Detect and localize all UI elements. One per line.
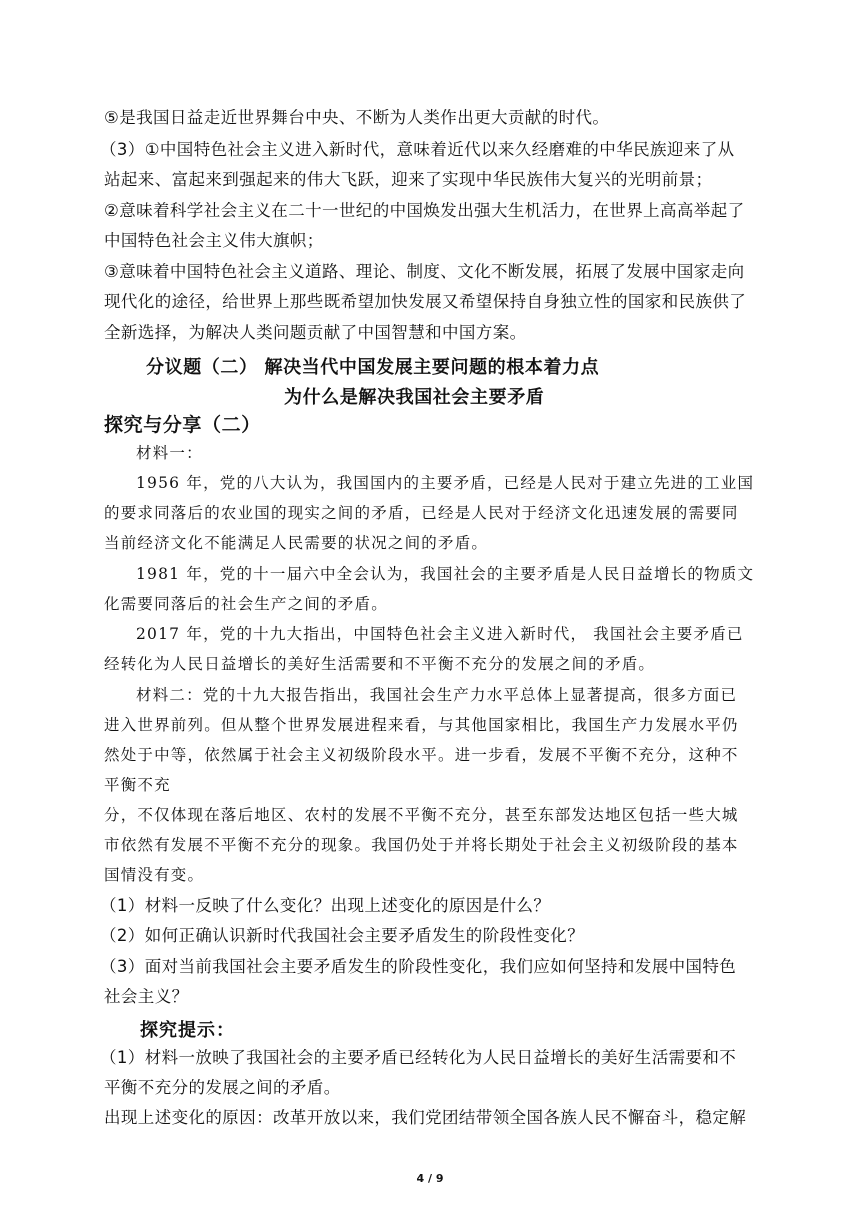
- answer-3-line-1: （3）①中国特色社会主义进入新时代，意味着近代以来久经磨难的中华民族迎来了从: [100, 140, 735, 159]
- material-paragraph-line: 的要求同落后的农业国的现实之间的矛盾，已经是人民对于经济文化迅速发展的需要同: [104, 504, 739, 522]
- material-paragraph-line: 化需要同落后的社会生产之间的矛盾。: [104, 595, 388, 613]
- material-2-line: 材料二：党的十九大报告指出，我国社会生产力水平总体上显著提高，很多方面已: [136, 686, 738, 704]
- material-2-line: 然处于中等，依然属于社会主义初级阶段水平。进一步看，发展不平衡不充分，这种不: [104, 746, 739, 764]
- hint-line: 出现上述变化的原因：改革开放以来，我们党团结带领全国各族人民不懈奋斗，稳定解: [104, 1108, 747, 1127]
- answer-line-5: ⑤是我国日益走近世界舞台中央、不断为人类作出更大贡献的时代。: [104, 108, 610, 127]
- material-2-line: 平衡不充: [104, 776, 171, 794]
- hint-line: 平衡不充分的发展之间的矛盾。: [104, 1078, 341, 1097]
- question-2: （2）如何正确认识新时代我国社会主要矛盾发生的阶段性变化？: [100, 926, 585, 945]
- material-2-line: 进入世界前列。但从整个世界发展进程来看，与其他国家相比，我国生产力发展水平仍: [104, 716, 739, 734]
- hint-title: 探究提示：: [140, 1020, 235, 1041]
- topic-heading-line-1: 分议题（二） 解决当代中国发展主要问题的根本着力点: [146, 357, 600, 378]
- answer-3-line-5: ③意味着中国特色社会主义道路、理论、制度、文化不断发展，拓展了发展中国家走向: [104, 262, 745, 281]
- material-paragraph-line: 当前经济文化不能满足人民需要的状况之间的矛盾。: [104, 534, 489, 552]
- hint-line: （1）材料一放映了我国社会的主要矛盾已经转化为人民日益增长的美好生活需要和不: [100, 1048, 737, 1067]
- material-paragraph-line: 经转化为人民日益增长的美好生活需要和不平衡不充分的发展之间的矛盾。: [104, 655, 656, 673]
- question-1: （1）材料一反映了什么变化？出现上述变化的原因是什么？: [100, 896, 551, 915]
- material-1-label: 材料一：: [136, 444, 203, 462]
- answer-3-line-2: 站起来、富起来到强起来的伟大飞跃，迎来了实现中华民族伟大复兴的光明前景；: [104, 170, 713, 189]
- material-2-line: 分，不仅体现在落后地区、农村的发展不平衡不充分，甚至东部发达地区包括一些大城: [104, 806, 739, 824]
- answer-3-line-3: ②意味着科学社会主义在二十一世纪的中国焕发出强大生机活力，在世界上高高举起了: [104, 201, 745, 220]
- material-paragraph-line: 1981 年，党的十一届六中全会认为，我国社会的主要矛盾是人民日益增长的物质文: [136, 565, 755, 583]
- material-2-line: 市依然有发展不平衡不充分的现象。我国仍处于并将长期处于社会主义初级阶段的基本: [104, 836, 739, 854]
- material-paragraph-line: 1956 年，党的八大认为，我国国内的主要矛盾，已经是人民对于建立先进的工业国: [136, 474, 755, 492]
- answer-3-line-4: 中国特色社会主义伟大旗帜；: [104, 231, 324, 250]
- question-3-line-2: 社会主义？: [104, 987, 189, 1006]
- question-3-line-1: （3）面对当前我国社会主要矛盾发生的阶段性变化，我们应如何坚持和发展中国特色: [100, 957, 737, 976]
- answer-3-line-6: 现代化的途径，给世界上那些既希望加快发展又希望保持自身独立性的国家和民族供了: [104, 292, 747, 311]
- page-number: 4 / 9: [416, 1172, 444, 1185]
- section-title: 探究与分享（二）: [104, 414, 261, 436]
- material-paragraph-line: 2017 年，党的十九大指出，中国特色社会主义进入新时代， 我国社会主要矛盾已: [136, 625, 744, 643]
- material-2-line: 国情没有变。: [104, 866, 205, 884]
- answer-3-line-7: 全新选择，为解决人类问题贡献了中国智慧和中国方案。: [104, 323, 527, 342]
- topic-heading-line-2: 为什么是解决我国社会主要矛盾: [284, 387, 545, 408]
